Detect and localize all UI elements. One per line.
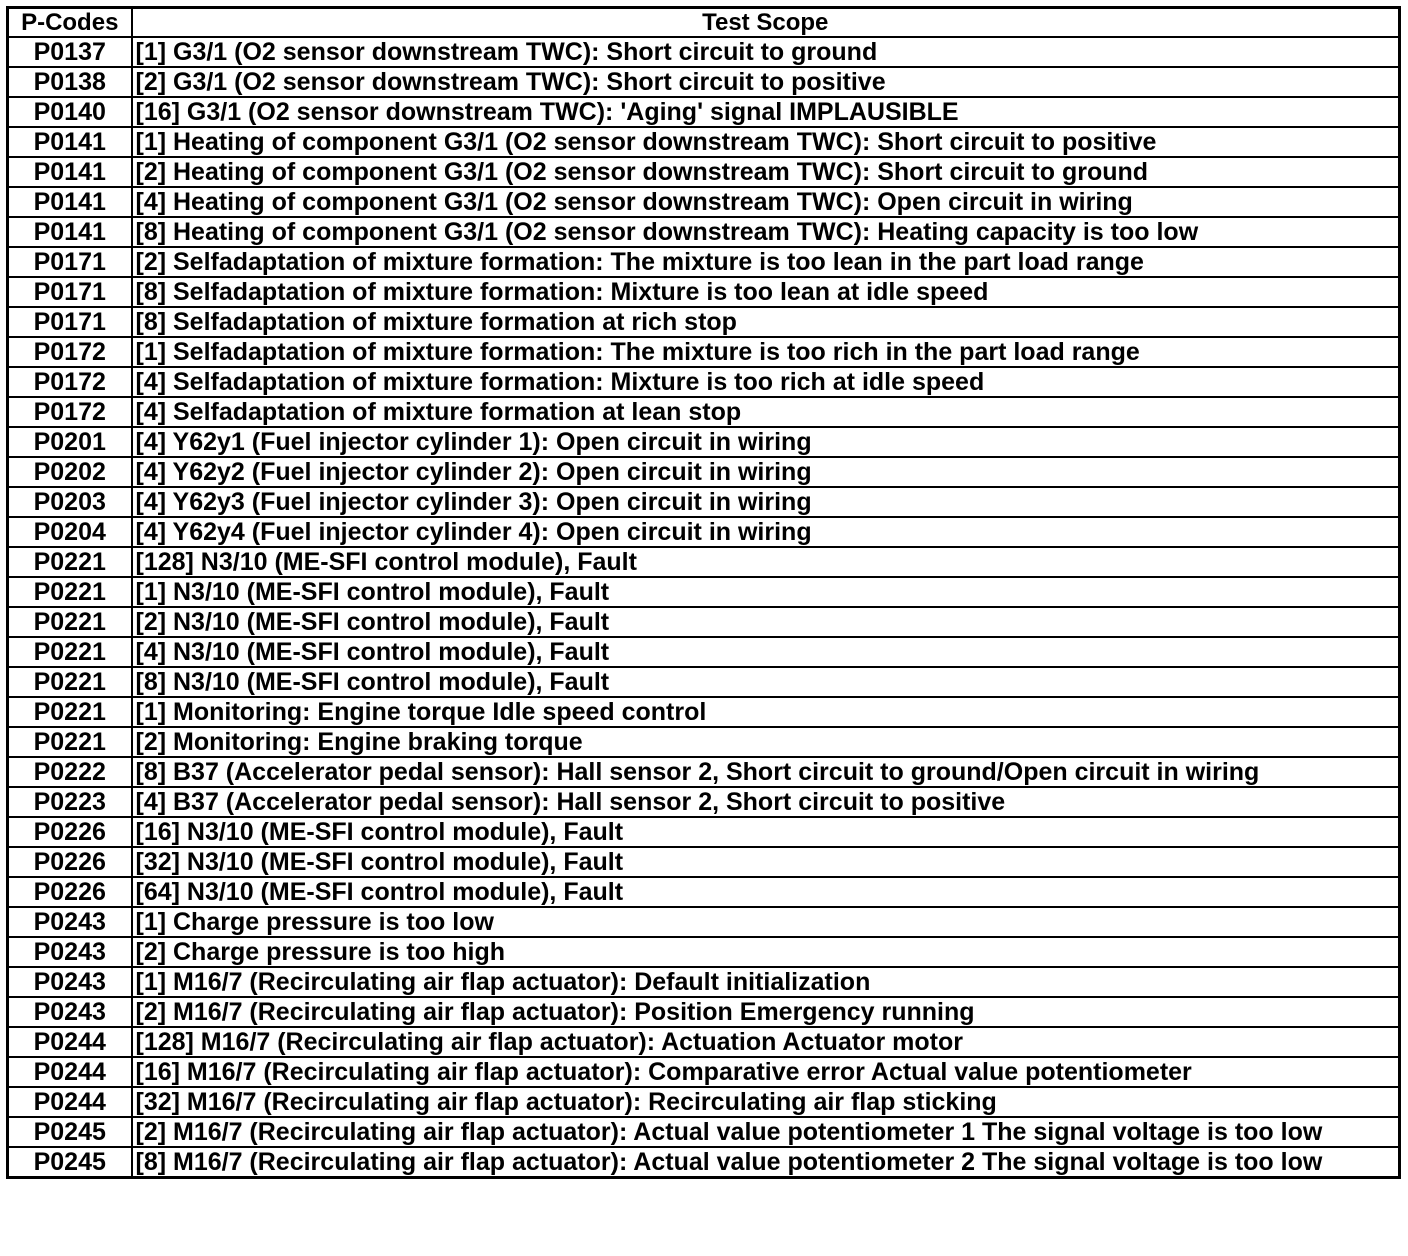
table-row xyxy=(8,997,1400,1027)
table-row xyxy=(8,697,1400,727)
p-code-cell: P0221 xyxy=(8,547,132,577)
table-row xyxy=(8,217,1400,247)
test-scope-cell: [4] Y62y2 (Fuel injector cylinder 2): Open circuit in wiring xyxy=(132,457,1400,487)
p-code-cell: P0141 xyxy=(8,217,132,247)
p-code-cell: P0244 xyxy=(8,1027,132,1057)
test-scope-cell: [4] Selfadaptation of mixture formation: Mixture is too rich at idle speed xyxy=(132,367,1400,397)
test-scope-cell: [8] M16/7 (Recirculating air flap actuator): Actual value potentiometer 2 The signal voltage is too low xyxy=(132,1147,1400,1178)
test-scope-cell: [8] B37 (Accelerator pedal sensor): Hall sensor 2, Short circuit to ground/Open circuit in wiring xyxy=(132,757,1400,787)
table-header xyxy=(8,8,1400,38)
p-codes-table-container xyxy=(6,6,1398,1179)
p-code-cell: P0202 xyxy=(8,457,132,487)
p-code-cell: P0203 xyxy=(8,487,132,517)
test-scope-cell: [128] N3/10 (ME-SFI control module), Fault xyxy=(132,547,1400,577)
test-scope-cell: [4] N3/10 (ME-SFI control module), Fault xyxy=(132,637,1400,667)
table-row xyxy=(8,67,1400,97)
table-row xyxy=(8,637,1400,667)
test-scope-cell: [8] Heating of component G3/1 (O2 sensor downstream TWC): Heating capacity is too low xyxy=(132,217,1400,247)
table-body xyxy=(8,37,1400,1178)
test-scope-cell: [4] Selfadaptation of mixture formation at lean stop xyxy=(132,397,1400,427)
p-code-cell: P0171 xyxy=(8,247,132,277)
test-scope-cell: [2] M16/7 (Recirculating air flap actuator): Position Emergency running xyxy=(132,997,1400,1027)
table-row xyxy=(8,937,1400,967)
table-row xyxy=(8,1027,1400,1057)
test-scope-cell: [128] M16/7 (Recirculating air flap actuator): Actuation Actuator motor xyxy=(132,1027,1400,1057)
p-code-cell: P0171 xyxy=(8,277,132,307)
p-code-cell: P0172 xyxy=(8,367,132,397)
p-code-cell: P0226 xyxy=(8,817,132,847)
table-row xyxy=(8,757,1400,787)
test-scope-cell: [32] M16/7 (Recirculating air flap actuator): Recirculating air flap sticking xyxy=(132,1087,1400,1117)
p-code-cell: P0222 xyxy=(8,757,132,787)
test-scope-cell: [64] N3/10 (ME-SFI control module), Fault xyxy=(132,877,1400,907)
table-row xyxy=(8,517,1400,547)
p-code-cell: P0245 xyxy=(8,1147,132,1178)
table-row xyxy=(8,427,1400,457)
test-scope-cell: [4] Y62y3 (Fuel injector cylinder 3): Open circuit in wiring xyxy=(132,487,1400,517)
test-scope-cell: [8] Selfadaptation of mixture formation at rich stop xyxy=(132,307,1400,337)
header-row xyxy=(8,8,1400,38)
test-scope-cell: [16] M16/7 (Recirculating air flap actuator): Comparative error Actual value potentiometer xyxy=(132,1057,1400,1087)
table-row xyxy=(8,157,1400,187)
table-row xyxy=(8,397,1400,427)
p-code-cell: P0243 xyxy=(8,937,132,967)
table-row xyxy=(8,667,1400,697)
p-code-cell: P0140 xyxy=(8,97,132,127)
table-row xyxy=(8,1057,1400,1087)
test-scope-cell: [1] Heating of component G3/1 (O2 sensor downstream TWC): Short circuit to positive xyxy=(132,127,1400,157)
test-scope-cell: [2] M16/7 (Recirculating air flap actuator): Actual value potentiometer 1 The signal voltage is too low xyxy=(132,1117,1400,1147)
test-scope-cell: [2] Charge pressure is too high xyxy=(132,937,1400,967)
test-scope-cell: [16] G3/1 (O2 sensor downstream TWC): 'Aging' signal IMPLAUSIBLE xyxy=(132,97,1400,127)
test-scope-cell: [32] N3/10 (ME-SFI control module), Fault xyxy=(132,847,1400,877)
p-code-cell: P0243 xyxy=(8,967,132,997)
table-row xyxy=(8,1087,1400,1117)
table-row xyxy=(8,727,1400,757)
p-code-cell: P0221 xyxy=(8,577,132,607)
p-code-cell: P0221 xyxy=(8,607,132,637)
p-code-cell: P0223 xyxy=(8,787,132,817)
table-row xyxy=(8,967,1400,997)
column-header-test-scope: Test Scope xyxy=(132,8,1400,38)
table-row xyxy=(8,457,1400,487)
p-code-cell: P0221 xyxy=(8,667,132,697)
test-scope-cell: [2] Monitoring: Engine braking torque xyxy=(132,727,1400,757)
table-row xyxy=(8,907,1400,937)
p-code-cell: P0141 xyxy=(8,157,132,187)
test-scope-cell: [2] G3/1 (O2 sensor downstream TWC): Short circuit to positive xyxy=(132,67,1400,97)
table-row xyxy=(8,307,1400,337)
p-code-cell: P0244 xyxy=(8,1087,132,1117)
table-row xyxy=(8,367,1400,397)
table-row xyxy=(8,847,1400,877)
p-code-cell: P0141 xyxy=(8,187,132,217)
test-scope-cell: [1] Monitoring: Engine torque Idle speed control xyxy=(132,697,1400,727)
test-scope-cell: [4] B37 (Accelerator pedal sensor): Hall sensor 2, Short circuit to positive xyxy=(132,787,1400,817)
table-row xyxy=(8,547,1400,577)
test-scope-cell: [2] N3/10 (ME-SFI control module), Fault xyxy=(132,607,1400,637)
test-scope-cell: [8] Selfadaptation of mixture formation: Mixture is too lean at idle speed xyxy=(132,277,1400,307)
p-code-cell: P0243 xyxy=(8,907,132,937)
test-scope-cell: [1] N3/10 (ME-SFI control module), Fault xyxy=(132,577,1400,607)
p-code-cell: P0141 xyxy=(8,127,132,157)
test-scope-cell: [1] Charge pressure is too low xyxy=(132,907,1400,937)
p-code-cell: P0137 xyxy=(8,37,132,67)
p-code-cell: P0243 xyxy=(8,997,132,1027)
p-code-cell: P0204 xyxy=(8,517,132,547)
p-code-cell: P0226 xyxy=(8,847,132,877)
test-scope-cell: [4] Y62y4 (Fuel injector cylinder 4): Open circuit in wiring xyxy=(132,517,1400,547)
table-row xyxy=(8,577,1400,607)
table-row xyxy=(8,607,1400,637)
p-code-cell: P0244 xyxy=(8,1057,132,1087)
p-code-cell: P0221 xyxy=(8,637,132,667)
p-code-cell: P0221 xyxy=(8,727,132,757)
p-code-cell: P0171 xyxy=(8,307,132,337)
test-scope-cell: [4] Heating of component G3/1 (O2 sensor downstream TWC): Open circuit in wiring xyxy=(132,187,1400,217)
p-code-cell: P0226 xyxy=(8,877,132,907)
table-row xyxy=(8,97,1400,127)
p-code-cell: P0172 xyxy=(8,397,132,427)
test-scope-cell: [8] N3/10 (ME-SFI control module), Fault xyxy=(132,667,1400,697)
test-scope-cell: [1] M16/7 (Recirculating air flap actuator): Default initialization xyxy=(132,967,1400,997)
column-header-p-codes: P-Codes xyxy=(8,8,132,38)
table-row xyxy=(8,787,1400,817)
table-row xyxy=(8,1147,1400,1178)
table-row xyxy=(8,487,1400,517)
table-row xyxy=(8,247,1400,277)
table-row xyxy=(8,337,1400,367)
p-code-cell: P0245 xyxy=(8,1117,132,1147)
p-codes-table xyxy=(6,6,1401,1179)
p-code-cell: P0172 xyxy=(8,337,132,367)
test-scope-cell: [1] G3/1 (O2 sensor downstream TWC): Short circuit to ground xyxy=(132,37,1400,67)
table-row xyxy=(8,1117,1400,1147)
table-row xyxy=(8,127,1400,157)
p-code-cell: P0221 xyxy=(8,697,132,727)
table-row xyxy=(8,37,1400,67)
table-row xyxy=(8,877,1400,907)
p-code-cell: P0201 xyxy=(8,427,132,457)
table-row xyxy=(8,187,1400,217)
table-row xyxy=(8,817,1400,847)
table-row xyxy=(8,277,1400,307)
test-scope-cell: [2] Selfadaptation of mixture formation: The mixture is too lean in the part load range xyxy=(132,247,1400,277)
test-scope-cell: [4] Y62y1 (Fuel injector cylinder 1): Open circuit in wiring xyxy=(132,427,1400,457)
p-code-cell: P0138 xyxy=(8,67,132,97)
test-scope-cell: [16] N3/10 (ME-SFI control module), Fault xyxy=(132,817,1400,847)
test-scope-cell: [2] Heating of component G3/1 (O2 sensor downstream TWC): Short circuit to ground xyxy=(132,157,1400,187)
test-scope-cell: [1] Selfadaptation of mixture formation: The mixture is too rich in the part load range xyxy=(132,337,1400,367)
